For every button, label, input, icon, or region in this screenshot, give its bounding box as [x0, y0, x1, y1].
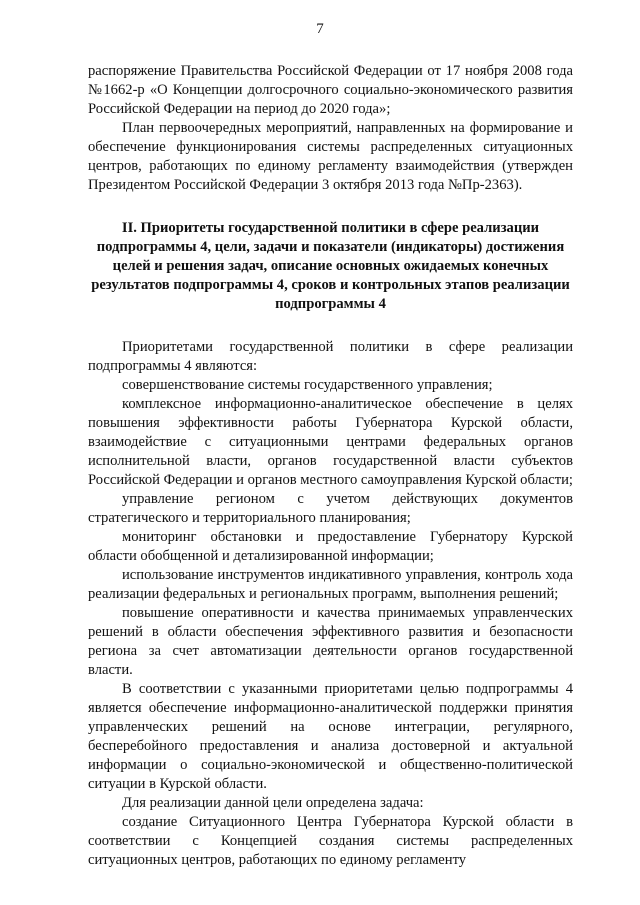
paragraph: Приоритетами государственной политики в сфере реализации подпрограммы 4 являются: — [88, 339, 573, 374]
list-item: управление регионом с учетом действующих документов стратегического и территориального планирования; — [88, 491, 573, 526]
paragraph: В соответствии с указанными приоритетами целью подпрограммы 4 является обеспечение информационно-аналитической поддержки принятия управленческих решений на основе интеграции, регулярного, бесперебойного предоставления и анализа достоверной и актуальной информации о социально-экономической и общественно-политической ситуации в Курской области. — [88, 681, 573, 792]
document-body — [88, 62, 573, 870]
list-item: мониторинг обстановки и предоставление Губернатору Курской области обобщенной и детализированной информации; — [88, 529, 573, 564]
section-heading: II. Приоритеты государственной политики в сфере реализации подпрограммы 4, цели, задачи и показатели (индикаторы) достижения целей и решения задач, описание основных ожидаемых конечных результатов подпрограммы 4, сроков и контрольных этапов реализации подпрограммы 4 — [91, 220, 570, 312]
paragraph: создание Ситуационного Центра Губернатора Курской области в соответствии с Концепцией создания системы распределенных ситуационных центров, работающих по единому регламенту — [88, 814, 573, 868]
list-item: комплексное информационно-аналитическое обеспечение в целях повышения эффективности работы Губернатора Курской области, взаимодействие с ситуационными центрами федеральных органов исполнительной власти, органов государственной власти субъектов Российской Федерации и органов местного самоуправления Курской области; — [88, 396, 573, 488]
list-item: повышение оперативности и качества принимаемых управленческих решений в области обеспечения эффективного развития и безопасности региона за счет автоматизации деятельности органов государственной власти. — [88, 605, 573, 678]
list-item: использование инструментов индикативного управления, контроль хода реализации федеральных и региональных программ, выполнения решений; — [88, 567, 573, 602]
paragraph: Для реализации данной цели определена задача: — [122, 795, 424, 811]
page-number: 7 — [316, 21, 324, 37]
paragraph: План первоочередных мероприятий, направленных на формирование и обеспечение функционирования системы распределенных ситуационных центров, работающих по единому регламенту взаимодействия (утвержден Президентом Российской Федерации 3 октября 2013 года №Пр-2363). — [88, 120, 573, 193]
list-item: совершенствование системы государственного управления; — [122, 377, 493, 393]
paragraph: распоряжение Правительства Российской Федерации от 17 ноября 2008 года №1662-р «О Концепции долгосрочного социально-экономического развития Российской Федерации на период до 2020 года»; — [88, 63, 573, 117]
